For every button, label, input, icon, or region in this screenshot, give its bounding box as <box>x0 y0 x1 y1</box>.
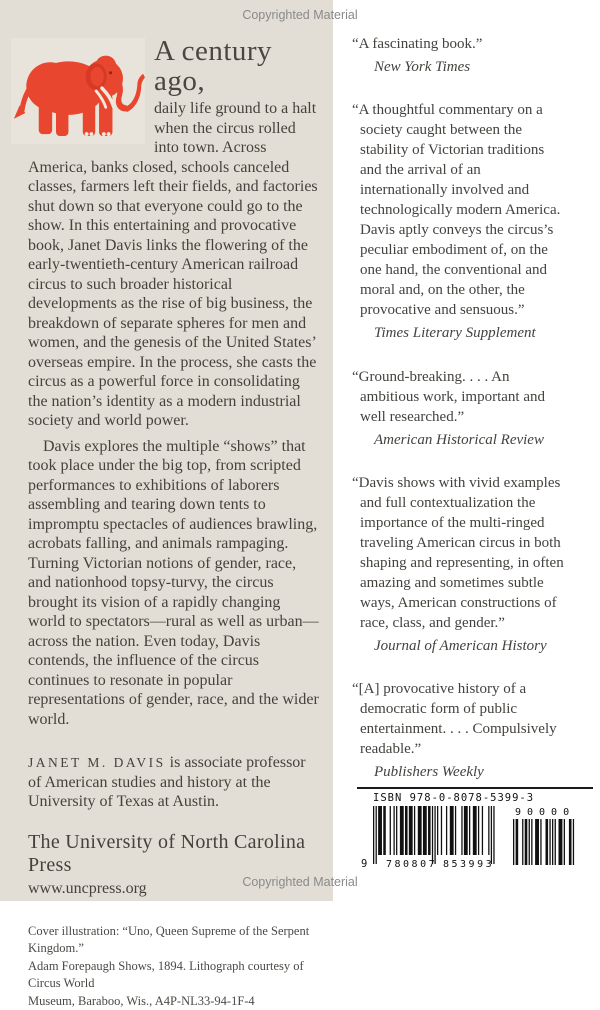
author-name: JANET M. DAVIS <box>28 755 166 770</box>
review-quote: “Davis shows with vivid examples and full contextualization the importance of the multi-ringed traveling American circus in both shaping and representing, in often amazing and sometimes subtle ways, American constructions of race, class, and gender.” <box>352 473 567 633</box>
publisher-website: www.uncpress.org <box>28 880 320 898</box>
ean-lead-digit: 9 <box>361 858 367 870</box>
credit-line: Museum, Baraboo, Wis., A4P-NL33-94-1F-4 <box>28 993 320 1010</box>
supplement-digits: 90000 <box>515 807 575 818</box>
supplement-bars <box>513 819 575 865</box>
paragraph1-text: daily life ground to a halt when the circus rolled into town. Across America, banks closed, schools canceled classes, farmers left their fields, and factories shut down so that everyone could go to the show. In this entertaining and provocative book, Janet Davis links the flowering of the early-twentieth-century American railroad circus to such broader historical developments as the rise of big business, the breakdown of separate spheres for men and women, and the genesis of the United States’ overseas empire. In the process, she casts the circus as a powerful force in consolidating the nation’s identity as a modern industrial society and world power. <box>28 100 318 429</box>
review-quote: “A fascinating book.” <box>352 34 567 54</box>
credit-line: Adam Forepaugh Shows, 1894. Lithograph courtesy of Circus World <box>28 958 320 993</box>
isbn-number: ISBN 978-0-8078-5399-3 <box>373 792 593 804</box>
intro-paragraph <box>28 18 320 431</box>
back-cover-left-panel <box>0 0 333 901</box>
paragraph2-text: Davis explores the multiple “shows” that took place under the big top, from scripted performances to exhibitions of laborers assembling and tearing down tents to impromptu spectacles of audiences brawling, acrobats falling, and animals rampaging. Turning Victorian notions of gender, race, and nationhood topsy-turvy, the circus brought its vision of a rapidly changing world to spectators—rural as well as urban—across the nation. Even today, Davis contends, the influence of the circus continues to resonate in popular representations of gender, race, and the wider world. <box>28 437 320 730</box>
review-item <box>352 100 567 343</box>
review-quote: “A thoughtful commentary on a society caught between the stability of Victorian traditions and the arrival of an internationally involved and technologically modern America. Davis aptly conveys the circus’s peculiar embodiment of, on the one hand, the conventional and moral and, on the other, the provocative and sensuous.” <box>352 100 567 320</box>
cover-illustration-credit <box>28 923 320 1010</box>
copyright-watermark-top: Copyrighted Material <box>0 8 600 22</box>
review-item <box>352 473 567 656</box>
ean13-bars <box>373 806 495 864</box>
review-item <box>352 367 567 450</box>
credit-line: Cover illustration: “Uno, Queen Supreme of the Serpent Kingdom.” <box>28 923 320 958</box>
author-bio-text: is associate professor of American studies and history at the University of Texas at Austin. <box>28 754 306 810</box>
ean-digits-left: 780807 <box>386 859 437 870</box>
barcode-row <box>357 806 593 872</box>
review-source: New York Times <box>352 57 567 77</box>
review-source: Journal of American History <box>352 636 567 656</box>
elephant-illustration <box>11 38 145 144</box>
review-quote: “Ground-breaking. . . . An ambitious work, important and well researched.” <box>352 367 567 427</box>
review-source: American Historical Review <box>352 430 567 450</box>
opening-phrase: A century ago, <box>28 36 320 96</box>
copyright-watermark-bottom: Copyrighted Material <box>0 875 600 889</box>
supplement-barcode <box>511 806 589 872</box>
review-source: Times Literary Supplement <box>352 323 567 343</box>
publisher-name: The University of North Carolina Press <box>28 831 320 877</box>
ean-digits-right: 853993 <box>443 859 494 870</box>
review-source: Publishers Weekly <box>352 762 567 782</box>
reviews-column <box>333 0 600 906</box>
author-bio <box>28 753 320 812</box>
review-quote: “[A] provocative history of a democratic form of public entertainment. . . . Compulsively readable.” <box>352 679 567 759</box>
review-item <box>352 34 567 77</box>
review-item <box>352 679 567 782</box>
isbn-barcode <box>357 787 593 872</box>
ean13-barcode <box>361 806 499 872</box>
elephant-icon <box>11 38 145 144</box>
